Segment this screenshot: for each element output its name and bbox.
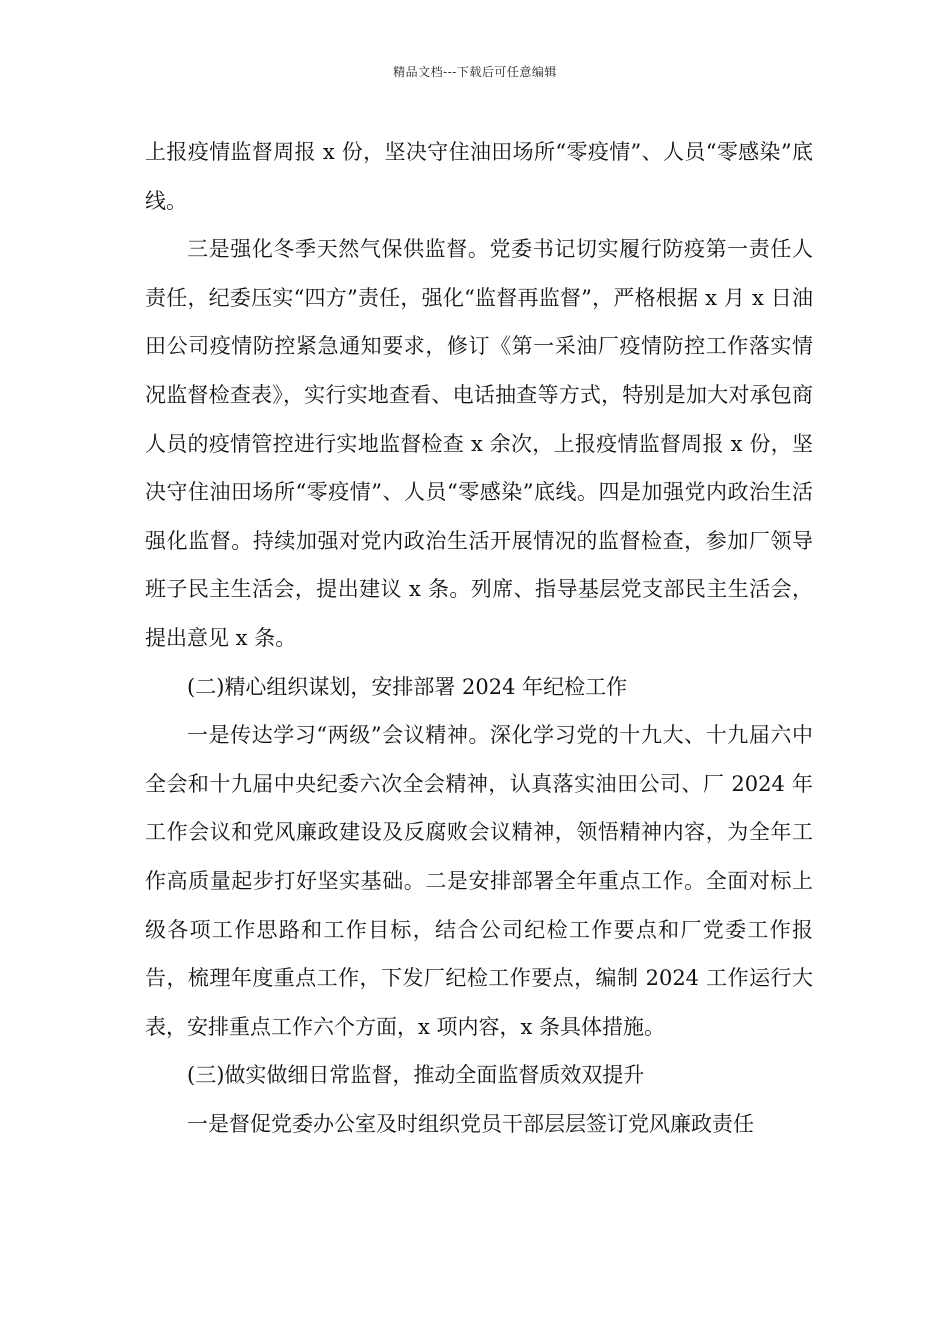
paragraph-winter-gas-supervision: 三是强化冬季天然气保供监督。党委书记切实履行防疫第一责任人责任，纪委压实“四方”责任，强化“监督再监督”，严格根据 x 月 x 日油田公司疫情防控紧急通知要求，修订《第一采油厂疫情防控工作落实情况监督检查表》，实行实地查看、电话抽查等方式，特别是加大对承包商人员的疫情管控进行实地监督检查 x 余次，上报疫情监督周报 x 份，坚决守住油田场所“零疫情”、人员“零感染”底线。四是加强党内政治生活强化监督。持续加强对党内政治生活开展情况的监督检查，参加厂领导班子民主生活会，提出建议 x 条。列席、指导基层党支部民主生活会，提出意见 x 条。 [145, 237, 813, 650]
section-heading-3: (三)做实做细日常监督，推动全面监督质效双提升 [187, 1063, 645, 1088]
paragraph-meeting-spirit: 一是传达学习“两级”会议精神。深化学习党的十九大、十九届六中全会和十九届中央纪委六次全会精神，认真落实油田公司、厂 2024 年工作会议和党风廉政建设及反腐败会议精神，领悟精神内容，为全年工作高质量起步打好坚实基础。二是安排部署全年重点工作。全面对标上级各项工作思路和工作目标，结合公司纪检工作要点和厂党委工作报告，梳理年度重点工作，下发厂纪检工作要点，编制 2024 工作运行大表，安排重点工作六个方面，x 项内容，x 条具体措施。 [145, 723, 813, 1039]
section-heading-2: (二)精心组织谋划，安排部署 2024 年纪检工作 [187, 674, 628, 699]
page-header: 精品文档---下载后可任意编辑 [393, 65, 557, 79]
document-body [145, 128, 813, 1148]
paragraph-responsibility: 一是督促党委办公室及时组织党员干部层层签订党风廉政责任 [187, 1111, 754, 1136]
paragraph-continuation: 上报疫情监督周报 x 份，坚决守住油田场所“零疫情”、人员“零感染”底线。 [145, 140, 813, 213]
